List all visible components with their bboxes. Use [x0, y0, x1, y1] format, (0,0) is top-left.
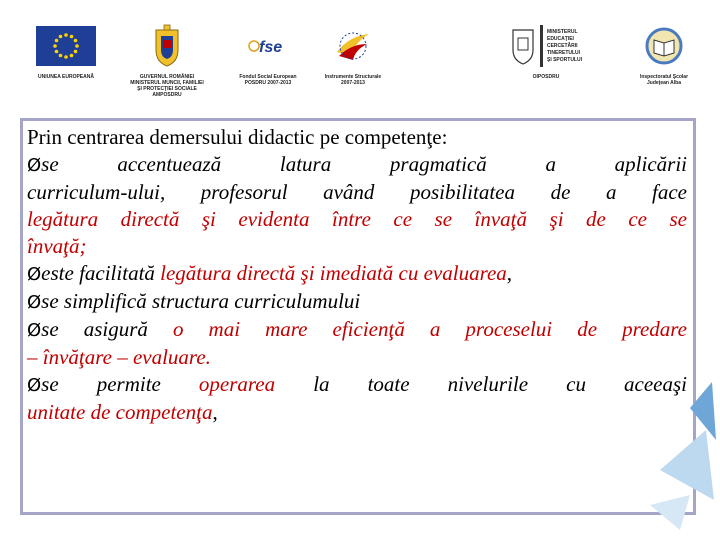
bullet-3: Øse simplifică structura curriculumului [27, 289, 361, 313]
arrow-bullet-icon: Ø [27, 320, 42, 341]
government-caption: GUVERNUL ROMÂNIEI MINISTERUL MUNCII, FAMILIEI ŞI PROTECŢIEI SOCIALE AMPOSDRU [130, 74, 204, 98]
fse-caption: Fondul Social European POSDRU 2007-2013 [239, 74, 297, 86]
blue-triangle-shape [690, 382, 716, 440]
arrow-bullet-icon: Ø [27, 375, 42, 396]
arrow-bullet-icon: Ø [27, 292, 42, 313]
bullet-4-line-1: Øse asigură o mai mare eficienţă a proceselui de predare [27, 317, 687, 341]
arrow-bullet-icon: Ø [27, 264, 42, 285]
pale-blue-triangle-shape [650, 495, 690, 530]
bullet-1-line-2: curriculum-ului, profesorul având posibilitatea de a face [27, 180, 687, 204]
bullet-2: Øeste facilitată legătura directă şi imediată cu evaluarea, [27, 261, 513, 285]
oiposdru-caption: OIPOSDRU [532, 74, 560, 80]
light-blue-triangle-shape [660, 430, 714, 500]
slide-heading: Prin centrarea demersului didactic pe competenţe: [27, 125, 448, 149]
bullet-1-line-3: legătura directă şi evidenta între ce se învaţă şi de ce se [27, 207, 687, 231]
bullet-1-line-4: învaţă; [27, 234, 87, 258]
bullet-1-line-1: Øse accentuează latura pragmatică a aplicării [27, 152, 687, 176]
bullet-5-line-1: Øse permite operarea la toate nivelurile cu aceeaşi [27, 372, 687, 396]
structural-instruments-caption: Instrumente Structurale 2007-2013 [324, 74, 382, 86]
ministry-name: MINISTERUL EDUCAŢIEI CERCETĂRII TINERETULUI ŞI SPORTULUI [546, 28, 582, 63]
eu-caption: UNIUNEA EUROPEANĂ [38, 74, 94, 80]
svg-text:fse: fse [259, 39, 283, 56]
arrow-bullet-icon: Ø [27, 155, 42, 176]
school-inspectorate-caption: Inspectoratul Şcolar Judeţean Alba [639, 74, 689, 86]
bullet-5-line-2: unitate de competenţa, [27, 400, 218, 424]
bullet-4-line-2: – învăţare – evaluare. [27, 345, 211, 369]
